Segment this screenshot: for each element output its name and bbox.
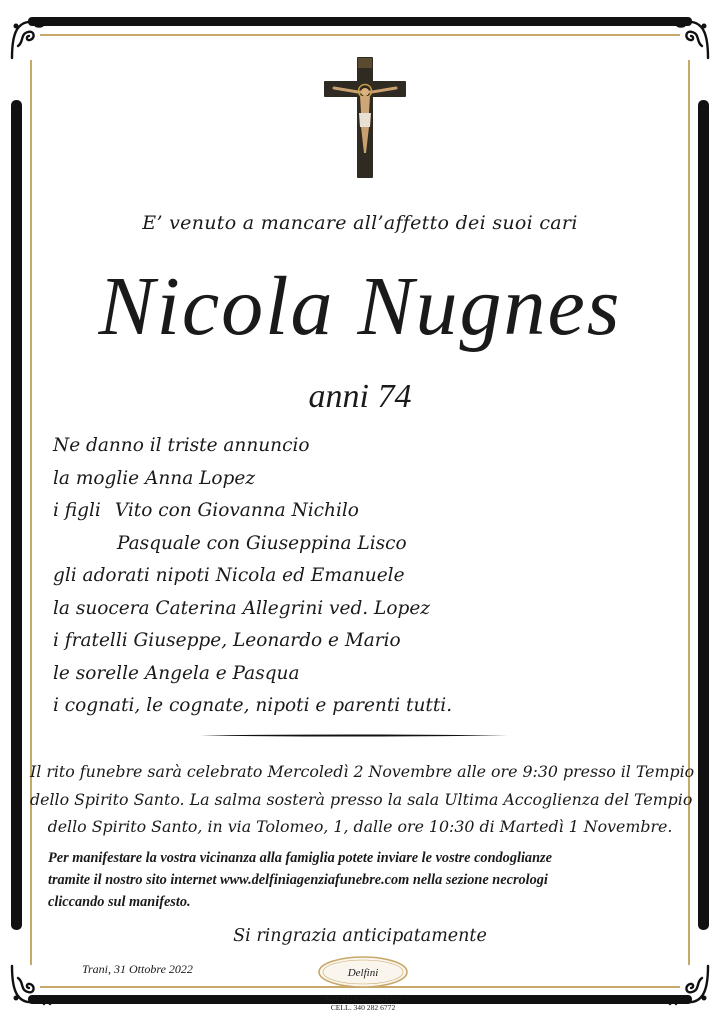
condolences-note (48, 847, 688, 913)
frame-top-bar (28, 17, 692, 26)
family-line: gli adorati nipoti Nicola ed Emanuele (53, 565, 405, 586)
ornament-corner-icon (8, 16, 54, 62)
family-announcement (53, 430, 673, 723)
deceased-name: Nicola Nugnes (98, 260, 622, 353)
condolences-line: cliccando sul manifesto. (48, 894, 191, 910)
family-line: la suocera Caterina Allegrini ved. Lopez (53, 597, 431, 619)
family-line: Ne danno il triste annuncio (53, 435, 310, 456)
family-line: le sorelle Angela e Pasqua (53, 662, 300, 684)
condolences-line: Per manifestare la vostra vicinanza alla famiglia potete inviare le vostre condoglianze (48, 850, 552, 866)
thanks-text: Si ringrazia anticipatamente (233, 926, 487, 946)
family-line: i cognati, le cognate, nipoti e parenti tutti. (53, 695, 453, 716)
family-line: i fratelli Giuseppe, Leonardo e Mario (53, 630, 401, 651)
agency-phone: AGENZIA 0883 481 608 (324, 994, 402, 1003)
child-entry: Vito con Giovanna Nichilo (114, 500, 359, 521)
ornament-corner-icon (666, 962, 712, 1008)
family-line: la moglie Anna Lopez (53, 467, 256, 489)
intro-text: E’ venuto a mancare all’affetto dei suoi cari (142, 212, 578, 234)
family-line: Pasquale con Giuseppina Lisco (117, 532, 407, 554)
ornament-corner-icon (8, 962, 54, 1008)
agency-block (314, 955, 412, 1017)
funeral-details (30, 758, 695, 841)
divider-line (200, 734, 508, 737)
family-line (53, 495, 673, 528)
gold-line-top (40, 34, 680, 36)
agency-mobile: CELL. 340 282 6772 (330, 1003, 396, 1012)
funeral-line: dello Spirito Santo. La salma sosterà presso la sala Ultima Accoglienza del Tempio (30, 789, 693, 809)
agency-logo (314, 955, 412, 989)
ornament-corner-icon (666, 16, 712, 62)
children-label: i figli (53, 500, 101, 521)
crucifix-icon (322, 55, 408, 180)
condolences-line: tramite il nostro sito internet www.delfiniagenziafunebre.com nella sezione necrologi (48, 872, 548, 888)
deceased-age: anni 74 (308, 378, 412, 415)
funeral-line: dello Spirito Santo, in via Tolomeo, 1, dalle ore 10:30 di Martedì 1 Novembre. (47, 817, 673, 836)
svg-text:Delfini: Delfini (347, 967, 379, 979)
funeral-line: Il rito funebre sarà celebrato Mercoledì 2 Novembre alle ore 9:30 presso il Tempio (30, 762, 695, 781)
place-date: Trani, 31 Ottobre 2022 (82, 962, 193, 976)
